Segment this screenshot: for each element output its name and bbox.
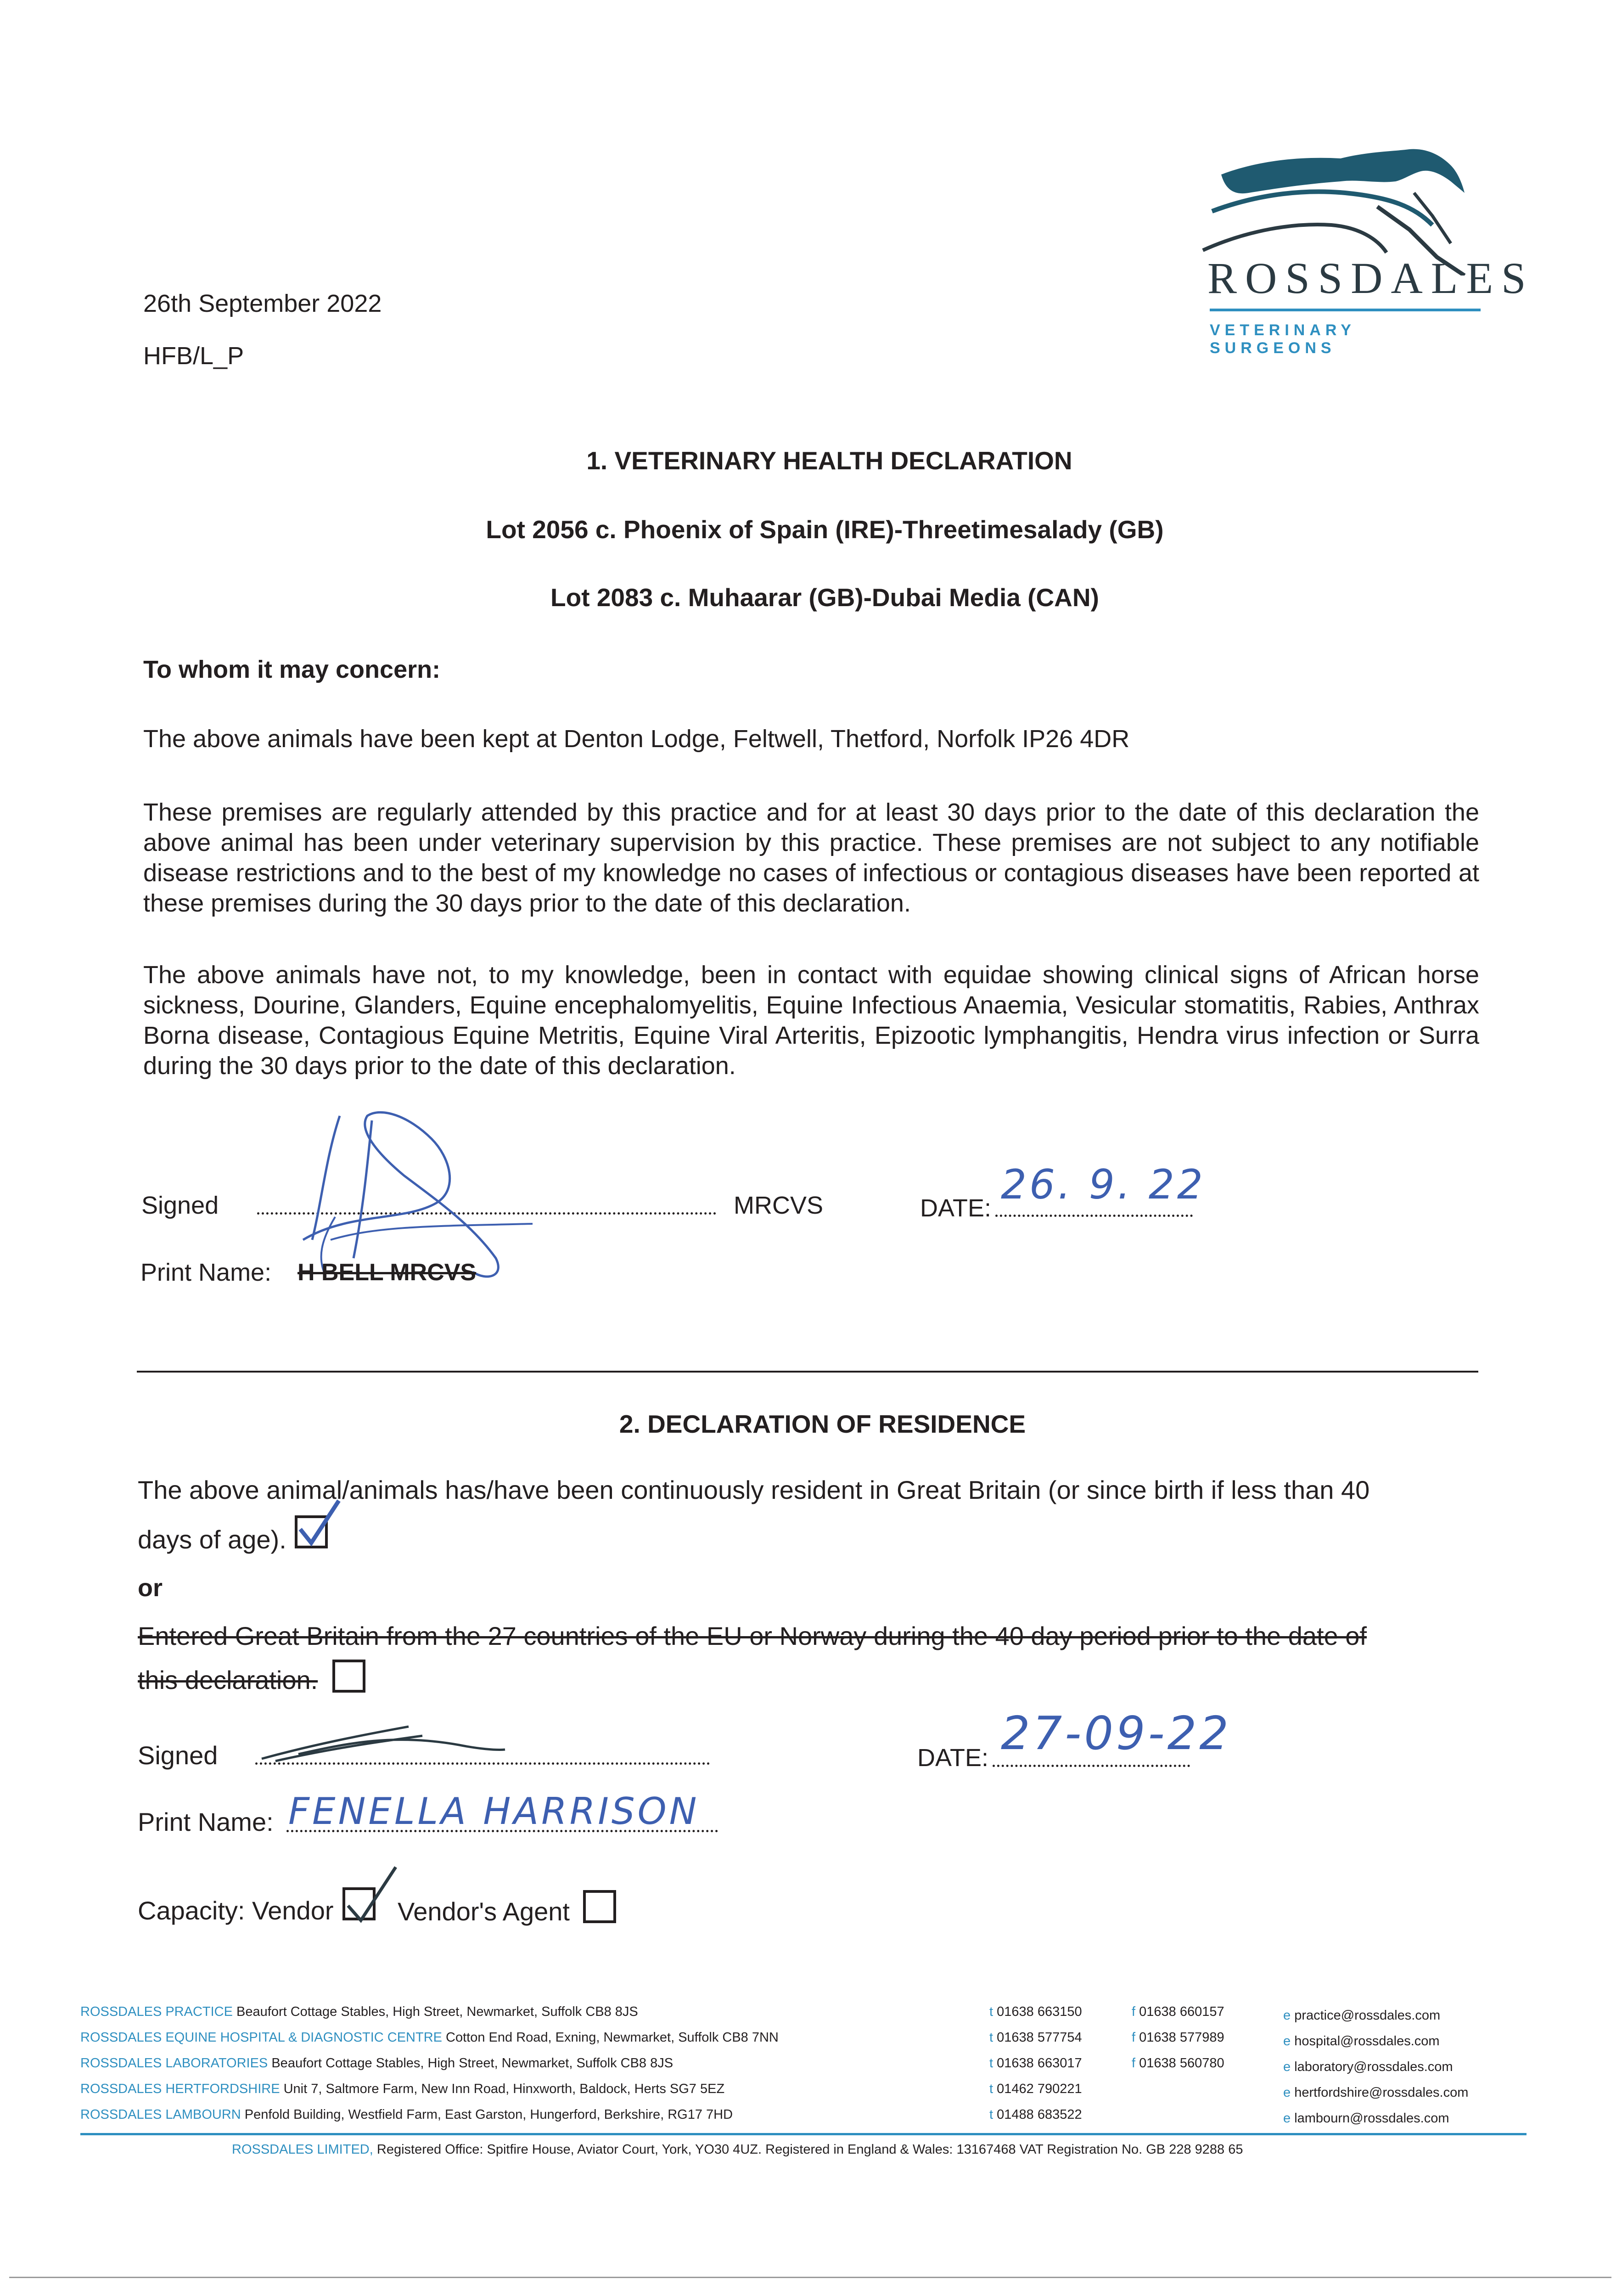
- section1-title: 1. VETERINARY HEALTH DECLARATION: [586, 446, 1072, 475]
- capacity-vendor-label: Capacity: Vendor: [138, 1896, 334, 1925]
- page-bottom-rule: [9, 2277, 1611, 2278]
- date-label-2: DATE:: [917, 1744, 989, 1772]
- footer-location-row: [80, 2026, 779, 2049]
- premises-paragraph: The above animals have been kept at Denton Lodge, Feltwell, Thetford, Norfolk IP26 4DR: [143, 725, 1130, 753]
- footer-location-row: [80, 2000, 638, 2024]
- option2-checkbox[interactable]: [332, 1660, 365, 1693]
- supervision-paragraph: These premises are regularly attended by this practice and for at least 30 days prior to the date of this declaration the above animal has been under veterinary supervision by this practice. These premises are not subject to any notifiable disease restrictions and to the best of my knowledge no cases of infectious or contagious diseases have been reported at these premises during the 30 days prior to the date of this declaration.: [143, 799, 1479, 917]
- section2-title: 2. DECLARATION OF RESIDENCE: [619, 1410, 1026, 1438]
- footer-email[interactable]: e laboratory@rossdales.com: [1283, 2060, 1453, 2074]
- vendors-agent-label: Vendor's Agent: [398, 1897, 570, 1926]
- footer-location-address: Beaufort Cottage Stables, High Street, Newmarket, Suffolk CB8 8JS: [271, 2056, 673, 2071]
- vendor-print-name-handwritten: FENELLA HARRISON: [288, 1790, 700, 1833]
- footer-email[interactable]: e hertfordshire@rossdales.com: [1283, 2085, 1469, 2100]
- footer-email[interactable]: e hospital@rossdales.com: [1283, 2034, 1440, 2048]
- or-label: or: [138, 1574, 163, 1602]
- footer-email[interactable]: e practice@rossdales.com: [1283, 2008, 1441, 2023]
- footer-location-name: ROSSDALES LAMBOURN: [80, 2107, 241, 2122]
- footer-location-row: [80, 2051, 673, 2075]
- logo-wordmark: ROSSDALES: [1207, 253, 1534, 303]
- print-name-label-2: Print Name:: [138, 1807, 274, 1836]
- checkmark-icon: [297, 1497, 342, 1548]
- footer-phone: t 01462 790221: [989, 2082, 1082, 2096]
- date-label-1: DATE:: [920, 1194, 992, 1222]
- signed-label-2: Signed: [138, 1741, 218, 1770]
- footer-location-address: Penfold Building, Westfield Farm, East Garston, Hungerford, Berkshire, RG17 7HD: [244, 2107, 733, 2122]
- salutation: To whom it may concern:: [143, 656, 441, 683]
- section-divider: [137, 1371, 1478, 1373]
- mrcvs-label: MRCVS: [734, 1192, 824, 1219]
- footer-location-address: Cotton End Road, Exning, Newmarket, Suffolk CB8 7NN: [446, 2030, 779, 2045]
- vet-date-handwritten: 26. 9. 22: [1001, 1161, 1206, 1208]
- print-name-label-1: Print Name:: [140, 1259, 272, 1286]
- vendors-agent-checkbox[interactable]: [583, 1890, 616, 1923]
- logo-subtitle: VETERINARY SURGEONS: [1210, 321, 1356, 357]
- date-line-2: [993, 1765, 1190, 1767]
- letter-date: 26th September 2022: [143, 290, 382, 317]
- footer-fax: f 01638 577989: [1132, 2030, 1224, 2045]
- footer-fax: f 01638 560780: [1132, 2056, 1224, 2071]
- date-line-1: [995, 1215, 1193, 1217]
- footer-location-name: ROSSDALES PRACTICE: [80, 2004, 233, 2019]
- vendor-date-handwritten: 27-09-22: [1001, 1706, 1231, 1760]
- footer-location-name: ROSSDALES EQUINE HOSPITAL & DIAGNOSTIC CENTRE: [80, 2030, 442, 2045]
- residence-option1-line1: The above animal/animals has/have been continuously resident in Great Britain (or since birth if less than 40: [138, 1475, 1370, 1504]
- footer-email[interactable]: e lambourn@rossdales.com: [1283, 2111, 1449, 2126]
- footer-fax: f 01638 660157: [1132, 2004, 1224, 2019]
- footer-location-name: ROSSDALES LABORATORIES: [80, 2056, 268, 2071]
- lot-line-2: Lot 2083 c. Muhaarar (GB)-Dubai Media (CAN): [550, 583, 1099, 612]
- disease-paragraph: The above animals have not, to my knowledge, been in contact with equidae showing clinical signs of African horse sickness, Dourine, Glanders, Equine encephalomyelitis, Equine Infectious Anaemia, Vesicular stomatitis, Rabies, Anthrax Borna disease, Contagious Equine Metritis, Equine Viral Arteritis, Epizootic lymphangitis, Hendra virus infection or Surra during the 30 days prior to the date of this declaration.: [143, 961, 1479, 1080]
- footer-phone: t 01488 683522: [989, 2107, 1082, 2122]
- footer-phone: t 01638 663150: [989, 2004, 1082, 2019]
- footer: [80, 2000, 1545, 2174]
- residence-option2-line1: Entered Great Britain from the 27 countries of the EU or Norway during the 40 day period prior to the date of: [138, 1621, 1367, 1650]
- footer-location-address: Beaufort Cottage Stables, High Street, Newmarket, Suffolk CB8 8JS: [236, 2004, 638, 2019]
- footer-location-address: Unit 7, Saltmore Farm, New Inn Road, Hinxworth, Baldock, Herts SG7 5EZ: [283, 2082, 725, 2096]
- vendor-checkbox[interactable]: [342, 1887, 376, 1920]
- footer-location-row: [80, 2077, 724, 2101]
- vendor-signature: [257, 1717, 514, 1768]
- logo-rule: [1210, 309, 1481, 311]
- footer-phone: t 01638 577754: [989, 2030, 1082, 2045]
- footer-phone: t 01638 663017: [989, 2056, 1082, 2071]
- footer-registration: ROSSDALES LIMITED, Registered Office: Spitfire House, Aviator Court, York, YO30 4UZ. Registered in England & Wales: 13167468 VAT Registration No. GB 228 9288 65: [232, 2142, 1243, 2157]
- vet-print-name: H BELL MRCVS: [297, 1259, 477, 1286]
- logo: [1194, 138, 1534, 357]
- lot-line-1: Lot 2056 c. Phoenix of Spain (IRE)-Threetimesalady (GB): [486, 515, 1164, 544]
- footer-location-name: ROSSDALES HERTFORDSHIRE: [80, 2082, 280, 2096]
- signed-label-1: Signed: [141, 1192, 219, 1219]
- option1-checkbox[interactable]: [295, 1515, 328, 1548]
- residence-option1-line2: days of age).: [138, 1525, 286, 1554]
- checkmark-icon: [344, 1864, 399, 1924]
- letter-reference: HFB/L_P: [143, 342, 244, 370]
- residence-option2-line2: this declaration.: [138, 1666, 318, 1694]
- footer-rule: [80, 2133, 1527, 2135]
- footer-location-row: [80, 2103, 733, 2127]
